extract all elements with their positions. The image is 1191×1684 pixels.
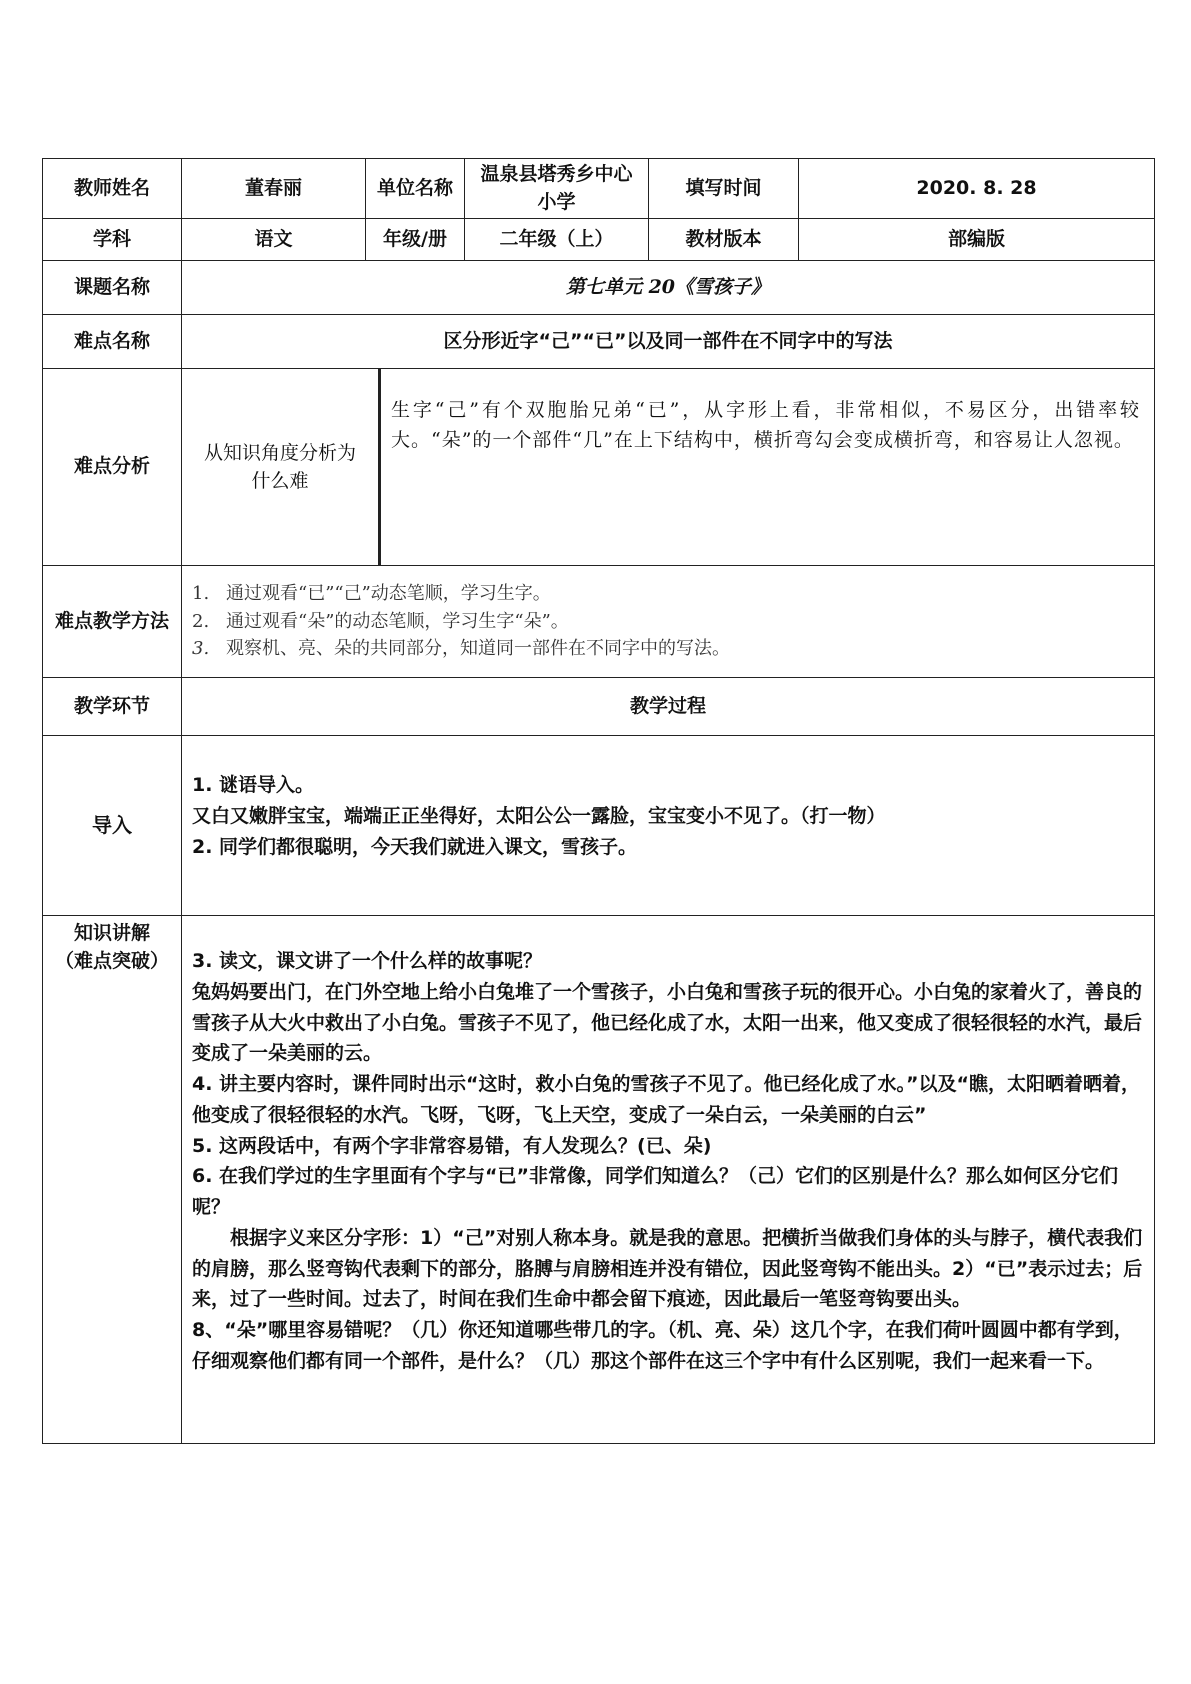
intro-body: [182, 736, 1154, 862]
knowledge-label: [43, 916, 182, 1444]
method-label: 难点教学方法: [43, 566, 182, 678]
knowledge-paragraph: 根据字义来区分字形：1）“己”对别人称本身。就是我的意思。把横折当做我们身体的头与脖子，横代表我们的肩膀，那么竖弯钩代表剩下的部分，胳膊与肩膀相连并没有错位，因此竖弯钩不能出头。2）“已”表示过去；后来，过了一些时间。过去了，时间在我们生命中都会留下痕迹，因此最后一笔竖弯钩要出头。: [192, 1226, 1143, 1311]
edition-label: 教材版本: [649, 219, 799, 261]
intro-line: 1. 谜语导入。: [192, 774, 315, 796]
method-item-num: 3.: [192, 638, 210, 660]
knowledge-paragraph: 兔妈妈要出门，在门外空地上给小白兔堆了一个雪孩子，小白兔和雪孩子玩的很开心。小白兔的家着火了，善良的雪孩子从大火中救出了小白兔。雪孩子不见了，他已经化成了水，太阳一出来，他又变成了很轻很轻的水汽，最后变成了一朵美丽的云。: [192, 980, 1143, 1065]
method-item-num: 1.: [192, 582, 210, 604]
intro-cell: [182, 736, 1155, 916]
method-item: [192, 608, 1144, 636]
analysis-cell: [182, 369, 1155, 566]
edition-value: 部编版: [799, 219, 1155, 261]
unit-label: 单位名称: [366, 159, 465, 219]
process-header-label: 教学环节: [43, 678, 182, 736]
knowledge-paragraph: 5. 这两段话中，有两个字非常容易错，有人发现么？(已、朵): [192, 1134, 712, 1157]
method-item-text: 观察机、亮、朵的共同部分，知道同一部件在不同字中的写法。: [226, 638, 730, 660]
knowledge-paragraph: 6. 在我们学过的生字里面有个字与“已”非常像，同学们知道么？（己）它们的区别是什么？那么如何区分它们呢？: [192, 1165, 1119, 1219]
analysis-inner: [182, 369, 1154, 565]
method-row: [43, 566, 1155, 678]
teacher-label: 教师姓名: [43, 159, 182, 219]
analysis-row: [43, 369, 1155, 566]
unit-value: [465, 159, 649, 219]
process-header-row: [43, 678, 1155, 736]
knowledge-label-line1: 知识讲解: [73, 922, 150, 944]
intro-line: 又白又嫩胖宝宝，端端正正坐得好，太阳公公一露脸，宝宝变小不见了。（打一物）: [192, 804, 886, 827]
method-item: [192, 635, 1144, 663]
topic-row: [43, 261, 1155, 315]
knowledge-label-line2: （难点突破）: [54, 949, 169, 972]
knowledge-row: [43, 916, 1155, 1444]
analysis-label: 难点分析: [43, 369, 182, 566]
analysis-answer: 生字“己”有个双胞胎兄弟“已”，从字形上看，非常相似，不易区分，出错率较大。“朵”的一个部件“几”在上下结构中，横折弯勾会变成横折弯，和容易让人忽视。: [391, 399, 1140, 452]
grade-label: 年级/册: [366, 219, 465, 261]
topic-label: 课题名称: [43, 261, 182, 315]
subject-label: 学科: [43, 219, 182, 261]
header-row-2: [43, 219, 1155, 261]
method-item: [192, 580, 1144, 608]
method-item-text: 通过观看“朵”的动态笔顺，学习生字“朵”。: [226, 610, 569, 632]
knowledge-paragraph: 8、“朵”哪里容易错呢？（几）你还知道哪些带几的字。（机、亮、朵）这几个字，在我们荷叶圆圆中都有学到，仔细观察他们都有同一个部件，是什么？（几）那这个部件在这三个字中有什么区别呢，我们一起来看一下。: [192, 1319, 1133, 1372]
topic-value: 第七单元 20《雪孩子》: [182, 261, 1155, 315]
intro-line: 2. 同学们都很聪明，今天我们就进入课文，雪孩子。: [192, 835, 638, 858]
unit-value-text: 温泉县塔秀乡中心小学: [480, 162, 633, 213]
knowledge-body: [182, 916, 1154, 1377]
knowledge-paragraph: 4. 讲主要内容时，课件同时出示“这时，救小白兔的雪孩子不见了。他已经化成了水。”以及“瞧，太阳晒着晒着，他变成了很轻很轻的水汽。飞呀，飞呀，飞上天空，变成了一朵白云，一朵美丽的白云”: [192, 1073, 1141, 1126]
analysis-question: 从知识角度分析为什么难: [182, 369, 381, 565]
date-label: 填写时间: [649, 159, 799, 219]
process-header-value: 教学过程: [182, 678, 1155, 736]
method-list: [182, 572, 1154, 672]
difficulty-label: 难点名称: [43, 315, 182, 369]
method-item-num: 2.: [192, 610, 210, 632]
teacher-value: 董春丽: [182, 159, 366, 219]
date-value: 2020. 8. 28: [799, 159, 1155, 219]
knowledge-cell: [182, 916, 1155, 1444]
lesson-plan-table: [42, 158, 1155, 1444]
header-row-1: [43, 159, 1155, 219]
subject-value: 语文: [182, 219, 366, 261]
difficulty-row: [43, 315, 1155, 369]
method-item-text: 通过观看“已”“己”动态笔顺，学习生字。: [226, 582, 551, 604]
knowledge-paragraph: 3. 读文，课文讲了一个什么样的故事呢？: [192, 950, 543, 972]
method-cell: [182, 566, 1155, 678]
intro-row: [43, 736, 1155, 916]
grade-value: 二年级（上）: [465, 219, 649, 261]
difficulty-value: 区分形近字“己”“已”以及同一部件在不同字中的写法: [182, 315, 1155, 369]
intro-label: 导入: [43, 736, 182, 916]
